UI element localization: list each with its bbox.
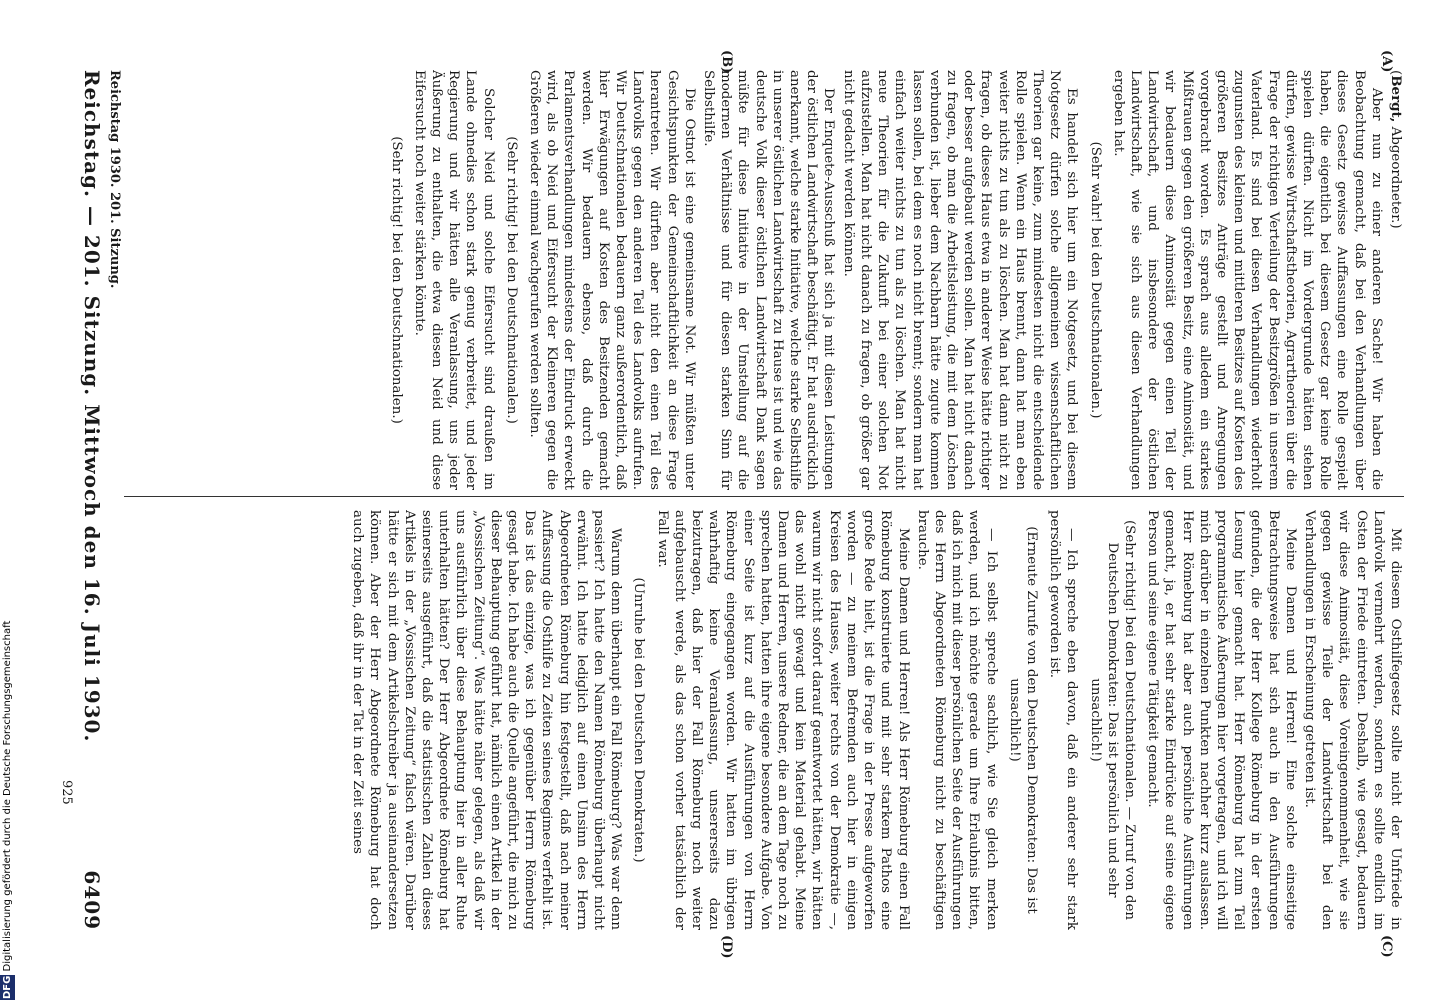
interjection: (Erneute Zurufe von den Deutschen Demokraten: Das ist unsachlich!)	[1006, 526, 1039, 914]
page-footer: Reichstag 1930. 201. Sitzung.	[107, 70, 122, 289]
paragraph: Warum denn überhaupt ein Fall Römeburg? Was war denn passiert? Ich hatte den Namen Römeburg überhaupt nicht erwähnt. Ich hatte lediglich auf einen Unsinn des Herrn Abgeordneten Römeburg hin festgestellt, daß nach meiner Auffassung die Osthilfe zu Zeiten seines Regimes verfehlt ist. Das ist das einzige, was ich gegenüber Herrn Römeburg gesagt habe. Ich habe auch die Quelle angeführt, die mich zu dieser Behauptung geführt hat, nämlich einen Artikel in der „Vossischen Zeitung“. Was hätte näher gelegen, als daß wir uns ausführlich über diese Behauptung hier in aller Ruhe unterhalten hätten? Der Herr Abgeordnete Römeburg hat seinerseits ausgeführt, daß die statistischen Zahlen dieses Artikels in der „Vossischen Zeitung“ falsch wären. Darüber hätte er sich mit dem Artikelschreiber ja auseinandersetzen können. Aber der Herr Abgeordnete Römeburg hat doch auch zugeben, daß ihr in der Tat in der Zeit seines	[350, 510, 624, 930]
dfg-logo: DFG	[2, 975, 13, 999]
sheet-number: 925	[59, 780, 74, 805]
paragraph: Der Enquete-Ausschuß hat sich ja mit diesen Leistungen der östlichen Landwirtschaft beschäftigt. Er hat ausdrücklich anerkannt, welche starke Initiative, welche starke Selbsthilfe in unserer östlichen Landwirtschaft zu Hause ist und wie das deutsche Volk dieser östlichen Landwirtschaft Dank sagen müßte für diese Initiative in der Umstellung auf die modernen Verhältnisse und für diesen starken Sinn für Selbsthilfe.	[701, 70, 837, 490]
page-number: 6409	[80, 870, 104, 931]
right-column	[124, 510, 1404, 930]
paragraph: Meine Damen und Herren! Als Herr Römeburg einen Fall Römeburg konstruierte und mit sehr starkem Pathos eine große Rede hielt, ist die Frage in der Presse aufgeworfen worden — zu meinem Befremden auch hier in einigen Kreisen des Hauses, weiter rechts von der Demokratie —, warum wir nicht sofort darauf geantwortet hätten, wir hätten das wohl nicht gewagt und kein Material gehabt. Meine Damen und Herren, unsere Redner, die an dem Tage noch zu sprechen hatten, hatten ihre eigene besondere Aufgabe. Von einer Seite ist kurz auf die Ausführungen von Herrn Römeburg eingegangen worden. Wir hatten im übrigen wahrhaftig keine Veranlassung, unsererseits dazu beizutragen, daß hier der Fall Römeburg noch weiter aufgebauscht werde, als das schon vorher tatsächlich der Fall war.	[654, 510, 911, 930]
interjection: (Unruhe bei den Deutschen Demokraten.)	[631, 577, 647, 863]
page-header	[74, 60, 104, 940]
paragraph: Meine Damen und Herren! Eine solche einseitige Betrachtungsweise hat sich auch in den Ausführungen gefunden, die der Herr Kollege Römeburg in der ersten Lesung hier gemacht hat. Herr Römeburg hat zum Teil programmatische Äußerungen hier vorgetragen, und ich will mich darüber in einzelnen Punkten nachher kurz auslassen. Herr Römeburg hat aber auch persönliche Ausführungen gemacht, ja, er hat sehr starke Eindrücke auf seine eigene Person und seine eigene Tätigkeit gemacht.	[1145, 510, 1298, 930]
margin-marker-d: (D)	[719, 935, 734, 959]
paragraph: Es handelt sich hier um ein Notgesetz, und bei diesem Notgesetz dürfen solche allgemeinen wissenschaftlichen Theorien gar keine, zum mindesten nicht die entscheidende Rolle spielen. Wenn ein Haus brennt, dann hat man eben weiter nichts zu tun als zu löschen. Man hat dann nicht zu fragen, ob dieses Haus etwa in anderer Weise hätte richtiger oder besser aufgebaut werden sollen. Man hat nicht danach zu fragen, ob man die Arbeitsleistung, die mit dem Löschen verbunden ist, lieber dem Nachbarn hätte zugute kommen lassen sollen, bei dem es noch nicht brennt; sondern man hat einfach weiter nichts zu tun als zu löschen. Man hat nicht neue Theorien für die Zukunft bei einer solchen Not aufzustellen. Man hat nicht danach zu fragen, ob größer gar nicht gedacht werden können.	[840, 70, 1080, 490]
interjection: (Sehr wahr! bei den Deutschnationalen.)	[1087, 141, 1103, 419]
interjection: (Sehr richtig! bei den Deutschnationalen.)	[388, 136, 404, 424]
margin-marker-b: (B)	[719, 50, 734, 74]
credit-text: Digitalisierung gefördert durch die Deutsche Forschungsgemeinschaft	[2, 620, 13, 972]
speaker-name: Bergt,	[1388, 75, 1404, 123]
interjection: (Sehr richtig! bei den Deutschnationalen. — Zuruf von den Deutschen Demokraten: Das ist persönlich und sehr unsachlich!)	[1087, 519, 1137, 921]
speaker-role: Abgeordneter.)	[1388, 126, 1403, 229]
paragraph: — Ich selbst spreche sachlich, wie Sie gleich merken werden, und ich möchte gerade um Ihre Erlaubnis bitten, daß ich mich mit dieser persönlichen Seite der Ausführungen des Herrn Abgeordneten Römeburg nicht zu beschäftigen brauche.	[914, 510, 999, 930]
left-column	[124, 70, 1404, 490]
paragraph: — Ich spreche eben davon, daß ein anderer sehr stark persönlich geworden ist.	[1047, 510, 1080, 930]
margin-marker-c: (C)	[1379, 935, 1394, 958]
header-title: Reichstag. — 201. Sitzung. Mittwoch den 16. Juli 1930.	[80, 69, 104, 743]
paragraph: Aber nun zu einer anderen Sache! Wir haben die Beobachtung gemacht, daß bei den Verhandlungen über dieses Gesetz gewisse Auffassungen eine Rolle gespielt haben, die eigentlich bei diesem Gesetz gar keine Rolle spielen dürften. Nicht im Vordergrunde hätten stehen dürfen, gewisse Wirtschaftstheorien, Agrartheorien über die Frage der richtigen Verteilung der Besitzgrößen in unserem Vaterland. Es sind bei diesen Verhandlungen wiederholt zugunsten des kleinen und mittleren Besitzes auf Kosten des größeren Besitzes Anträge gestellt und Anregungen vorgebracht worden. Es sprach aus alledem ein starkes Mißtrauen gegen den größeren Besitz, eine Animosität, und wir bedauern diese Animosität gegen einen Teil der Landwirtschaft, und insbesondere der östlichen Landwirtschaft, wie sie sich aus diesen Verhandlungen ergeben hat.	[1110, 70, 1384, 490]
interjection: (Sehr richtig! bei den Deutschnationalen.)	[503, 136, 519, 424]
margin-marker-a: (A)	[1379, 50, 1394, 73]
paragraph: Solcher Neid und solche Eifersucht sind draußen im Lande ohnedies schon stark genug verbreitet, und jeder Regierung und wir hätten alle Veranlassung, uns jeder Äußerung zu enthalten, die etwa diesen Neid und diese Eifersucht noch weiter stärken könnte.	[411, 70, 496, 490]
speaker-line: (Bergt, Abgeordneter.)	[1388, 70, 1404, 229]
column-divider	[124, 496, 1404, 497]
digitization-credit	[0, 600, 16, 1000]
paragraph: Mit diesem Osthilfegesetz sollte nicht der Unfriede in Landvolk vermehrt werden, sondern es sollte endlich im Osten der Friede eintreten. Deshalb, wie gesagt, bedauern wir diese Animosität, diese Voreingenommenheit, wie sie gegen gewisse Teile der Landwirtschaft bei den Verhandlungen in Erscheinung getreten ist.	[1301, 510, 1403, 930]
paragraph: Die Ostnot ist eine gemeinsame Not. Wir müßten unter Gesichtspunkten der Gemeinschaftlichkeit an diese Frage herantreten. Wir dürften aber nicht den einen Teil des Landvolks gegen den anderen Teil des Landvolks aufrufen. Wir Deutschnationalen bedauern ganz außerordentlich, daß hier Erwägungen auf Kosten des Besitzenden gemacht werden. Wir bedauern ebenso, daß durch die Parlamentsverhandlungen mindestens der Eindruck erweckt wird, als ob Neid und Eifersucht der Kleineren gegen die Größeren wieder einmal wachgerufen werden sollten.	[527, 70, 697, 490]
